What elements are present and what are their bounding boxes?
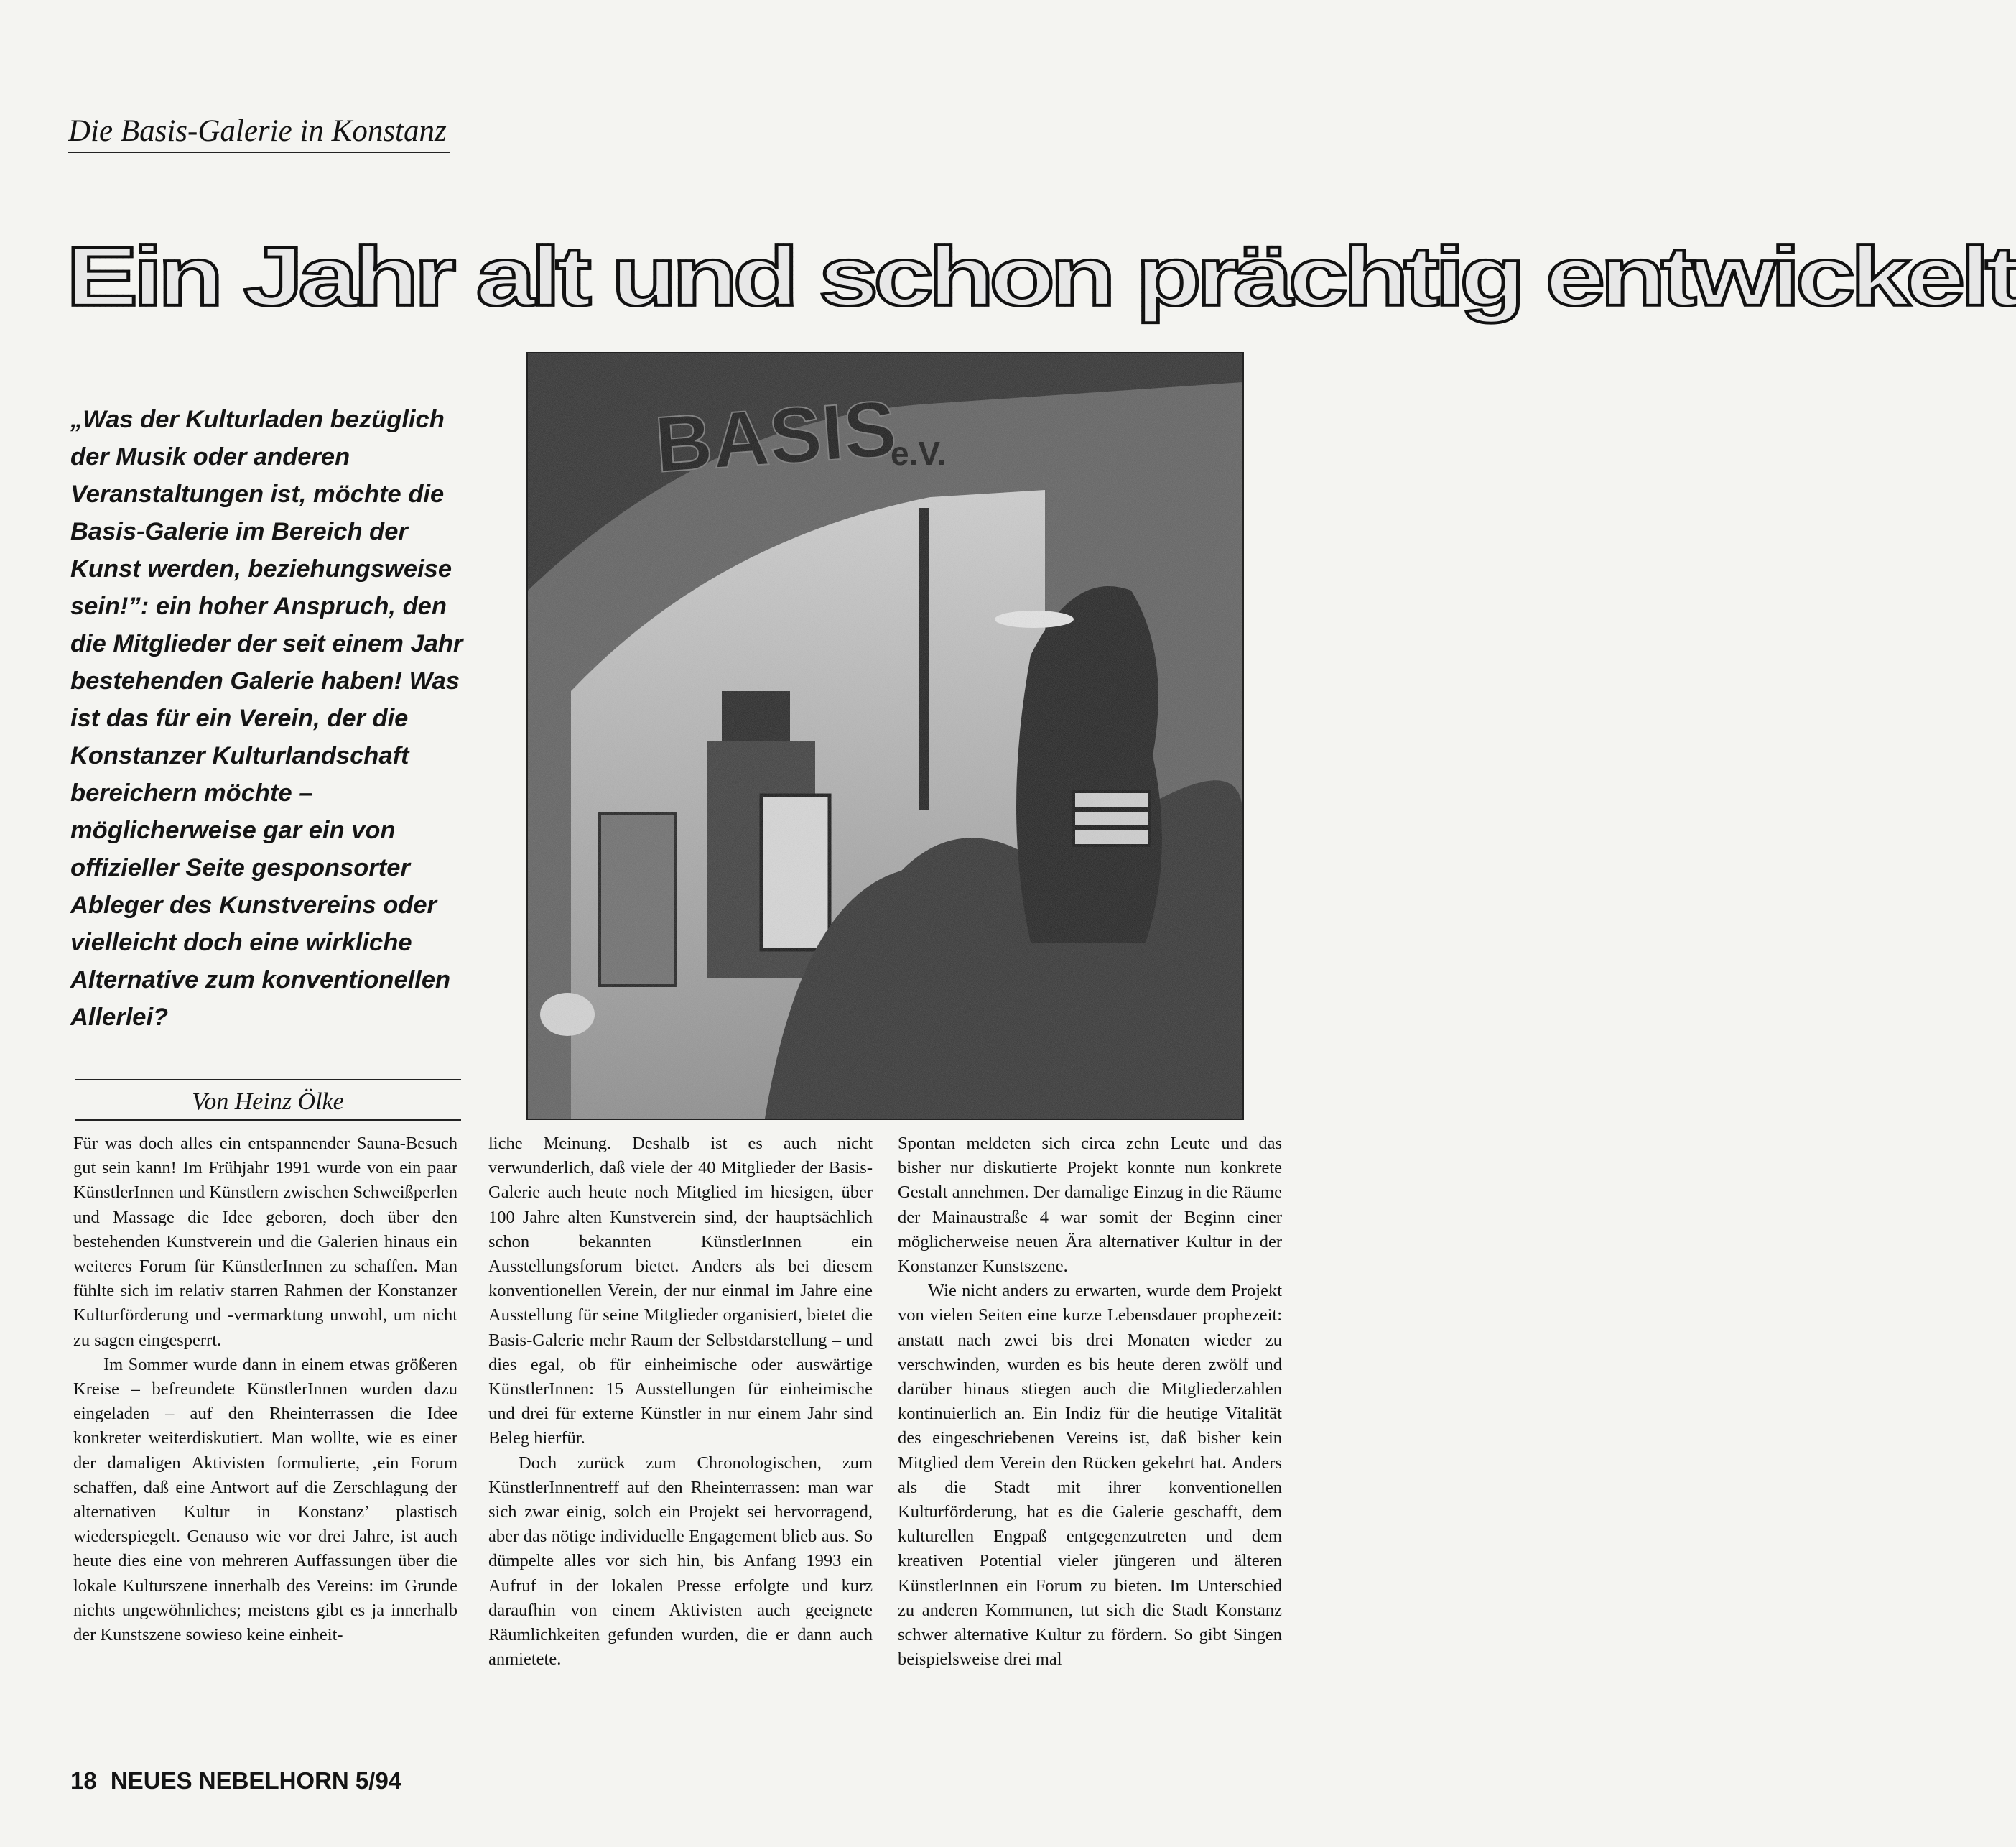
paragraph: Wie nicht anders zu erwarten, wurde dem Projekt von vielen Seiten eine kurze Lebensdauer prophezeit: anstatt nach zwei bis drei Monaten wieder zu verschwinden, wurden es bis heute deren zwölf und darüber hinaus stiegen auch die Mitgliederzahlen kontinuierlich an. Ein Indiz für die heutige Vitalität des eingeschriebenen Vereins ist, daß bisher kein Mitglied dem Verein den Rücken gekehrt hat. Anders als die Stadt mit ihrer konventionellen Kulturförderung, hat es die Galerie geschafft, dem kulturellen Engpaß entgegenzutreten und dem kreativen Potential vieler jüngeren und älteren KünstlerInnen ein Forum zu bieten. Im Unterschied zu anderen Kommunen, tut sich die Stadt Konstanz schwer alternative Kultur zu fördern. So gibt Singen beispielsweise drei mal bbox=[898, 1281, 1282, 1670]
article-column-2 bbox=[488, 1131, 873, 1710]
photo bbox=[526, 352, 1244, 1120]
paragraph: Doch zurück zum Chronologischen, zum KünstlerInnentreff auf den Rheinterrassen: man war sich zwar einig, solch ein Projekt sei hervorragend, aber das nötige individuelle Engagement blieb aus. So dümpelte alles vor sich hin, bis Anfang 1993 ein Aufruf in der lokalen Presse erfolgte und kurz daraufhin von einem Aktivisten auch geeignete Räumlichkeiten gefunden wurden, die er dann auch anmietete. bbox=[488, 1453, 873, 1670]
headline: Ein Jahr alt und schon prächtig entwickelt bbox=[66, 228, 2016, 323]
magazine-issue: NEUES NEBELHORN 5/94 bbox=[110, 1767, 402, 1794]
paragraph: Im Sommer wurde dann in einem etwas größeren Kreise – befreundete KünstlerInnen wurden dazu eingeladen – auf den Rheinterrassen die Idee konkreter weiterdiskutiert. Man wollte, wie es einer der damaligen Aktivisten formulierte, ‚ein Forum schaffen, daß eine Antwort auf die Zerschlagung der alternativen Kultur in Konstanz’ plastisch wiederspiegelt. Genauso wie vor drei Jahre, ist auch heute dies eine von mehreren Auffassungen über die lokale Kulturszene innerhalb des Vereins: im Grunde nichts ungewöhnliches; meistens gibt es ja innerhalb der Kunstszene sowieso keine einheit- bbox=[73, 1354, 457, 1645]
photo-grain bbox=[528, 353, 1242, 1119]
paragraph: Spontan meldeten sich circa zehn Leute und das bisher nur diskutierte Projekt konnte nun konkrete Gestalt annehmen. Der damalige Einzug in die Räume der Mainaustraße 4 war somit der Beginn einer möglicherweise neuen Ära alternativer Kultur in der Konstanzer Kunstszene. bbox=[898, 1134, 1282, 1277]
paragraph: Für was doch alles ein entspannender Sauna-Besuch gut sein kann! Im Frühjahr 1991 wurde von ein paar KünstlerInnen und Künstlern zwischen Schweißperlen und Massage die Idee geboren, doch über den bestehenden Kunstverein und die Galerien hinaus ein weiteres Forum für KünstlerInnen zu schaffen. Man fühlte sich im relativ starren Rahmen der Konstanzer Kulturförderung und -vermarktung unwohl, um nicht zu sagen eingesperrt. bbox=[73, 1134, 457, 1350]
article-column-1 bbox=[73, 1131, 457, 1710]
kicker: Die Basis-Galerie in Konstanz bbox=[68, 114, 450, 153]
page-number: 18 bbox=[70, 1767, 97, 1794]
paragraph: liche Meinung. Deshalb ist es auch nicht verwunderlich, daß viele der 40 Mitglieder der Basis-Galerie auch heute noch Mitglied im hiesigen, über 100 Jahre alten Kunstverein sind, der hauptsächlich schon bekannten KünstlerInnen ein Ausstellungsforum bietet. Anders als bei diesem konventionellen Verein, der nur einmal im Jahre eine Ausstellung für seine Mitglieder organisiert, bietet die Basis-Galerie mehr Raum der Selbstdarstellung – und dies egal, ob für einheimische oder auswärtige KünstlerInnen: 15 Ausstellungen für einheimische und drei für externe Künstler in nur einem Jahr sind Beleg hierfür. bbox=[488, 1134, 873, 1448]
byline-rule bbox=[75, 1079, 461, 1080]
page-footer bbox=[70, 1767, 401, 1795]
lead-paragraph: „Was der Kulturladen bezüglich der Musik oder anderen Veranstaltungen ist, möchte die Basis-Galerie im Bereich der Kunst werden, beziehungsweise sein!”: ein hoher Anspruch, den die Mitglieder der seit einem Jahr bestehenden Galerie haben! Was ist das für ein Verein, der die Konstanzer Kulturlandschaft bereichern möchte – möglicherweise gar ein von offizieller Seite gesponsorter Ableger des Kunstvereins oder vielleicht doch eine wirkliche Alternative zum konventionellen Allerlei? bbox=[70, 406, 463, 1031]
byline: Von Heinz Ölke bbox=[75, 1085, 461, 1121]
article-column-3 bbox=[898, 1131, 1282, 1710]
